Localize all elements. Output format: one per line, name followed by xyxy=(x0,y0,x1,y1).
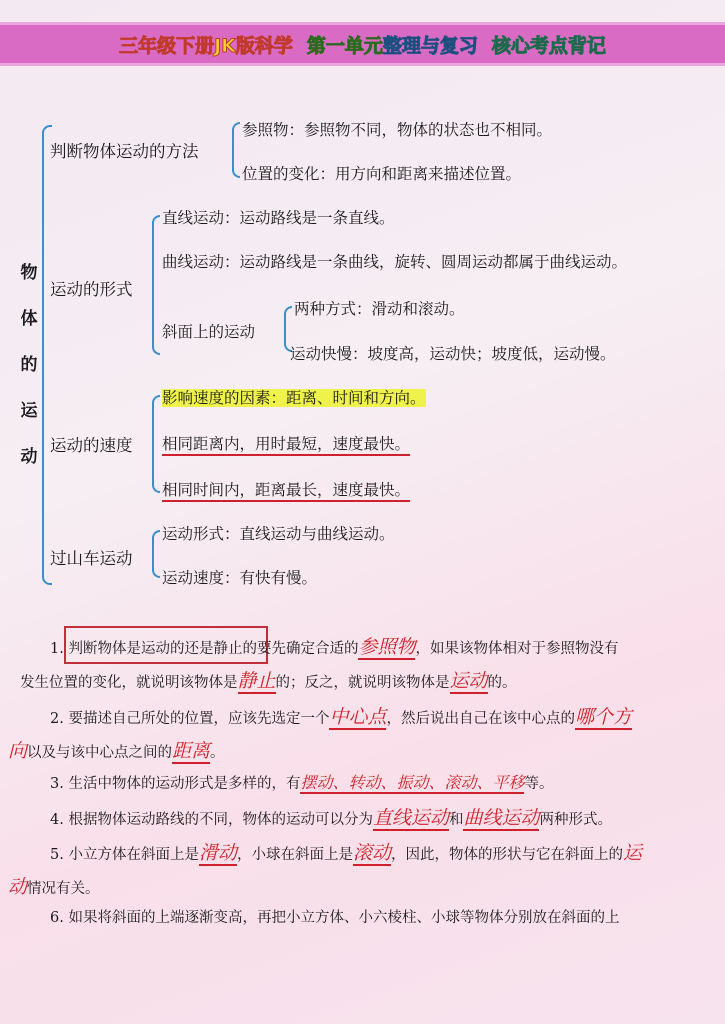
bracket xyxy=(152,530,160,578)
title-unit: 第一单元 xyxy=(306,34,383,57)
speed-factors: 影响速度的因素：距离、时间和方向。 xyxy=(162,389,426,407)
question-1-cont: 发生位置的变化，就说明该物体是静止的；反之，就说明该物体是运动的。 xyxy=(20,670,517,692)
coaster-speed: 运动速度：有快有慢。 xyxy=(162,569,318,587)
slope-ways: 两种方式：滑动和滚动。 xyxy=(294,300,465,318)
bracket xyxy=(232,122,240,178)
title-review: 整理与复习 xyxy=(382,34,478,57)
bracket xyxy=(152,395,160,493)
title-banner xyxy=(0,22,725,66)
question-5-cont: 动情况有关。 xyxy=(8,876,100,898)
speed-same-time: 相同时间内，距离最长，速度最快。 xyxy=(162,478,410,502)
branch-forms: 运动的形式 xyxy=(50,280,133,299)
form-slope: 斜面上的运动 xyxy=(162,323,256,341)
question-3: 3. 生活中物体的运动形式是多样的，有摆动、转动、振动、滚动、平移等。 xyxy=(50,773,554,792)
question-4: 4. 根据物体运动路线的不同，物体的运动可以分为直线运动和曲线运动两种形式。 xyxy=(50,807,612,829)
title-grade: 三年级下册JK版科学 xyxy=(119,34,293,57)
answer: 运动 xyxy=(449,670,488,692)
answer: 向 xyxy=(8,740,28,762)
answer: 摆动、转动、振动、滚动、平移 xyxy=(300,773,525,792)
method-reference: 参照物：参照物不同，物体的状态也不相同。 xyxy=(242,121,553,139)
answer: 哪个方 xyxy=(574,706,632,728)
branch-speed: 运动的速度 xyxy=(50,436,133,455)
answer: 动 xyxy=(8,876,28,898)
mindmap-root: 物体的运动 xyxy=(20,263,38,467)
question-1: 1. 判断物体是运动的还是静止的要先确定合适的参照物，如果该物体相对于参照物没有 xyxy=(50,636,619,658)
speed-same-distance: 相同距离内，用时最短，速度最快。 xyxy=(162,432,410,456)
method-position: 位置的变化：用方向和距离来描述位置。 xyxy=(242,165,522,183)
answer: 运 xyxy=(622,842,642,864)
bracket xyxy=(152,215,160,355)
question-5: 5. 小立方体在斜面上是滑动，小球在斜面上是滚动，因此，物体的形状与它在斜面上的运 xyxy=(50,842,642,864)
branch-method: 判断物体运动的方法 xyxy=(50,142,199,161)
answer: 滚动 xyxy=(352,842,391,864)
question-6: 6. 如果将斜面的上端逐渐变高，再把小立方体、小六棱柱、小球等物体分别放在斜面的上 xyxy=(50,910,620,926)
answer: 曲线运动 xyxy=(463,807,540,829)
answer: 滑动 xyxy=(198,842,237,864)
answer: 参照物 xyxy=(358,636,416,658)
slope-speed: 运动快慢：坡度高，运动快；坡度低，运动慢。 xyxy=(290,345,616,363)
answer: 中心点 xyxy=(329,706,387,728)
question-2-cont: 向以及与该中心点之间的距离。 xyxy=(8,740,225,762)
answer: 距离 xyxy=(172,740,211,762)
question-2: 2. 要描述自己所处的位置，应该先选定一个中心点，然后说出自己在该中心点的哪个方 xyxy=(50,706,632,728)
answer: 直线运动 xyxy=(372,807,449,829)
root-bracket xyxy=(42,125,52,585)
branch-coaster: 过山车运动 xyxy=(50,549,133,568)
title-key-points: 核心考点背记 xyxy=(491,34,606,57)
coaster-form: 运动形式：直线运动与曲线运动。 xyxy=(162,525,395,543)
answer: 静止 xyxy=(237,670,276,692)
form-curve: 曲线运动：运动路线是一条曲线，旋转、圆周运动都属于曲线运动。 xyxy=(162,253,628,271)
form-straight: 直线运动：运动路线是一条直线。 xyxy=(162,209,395,227)
